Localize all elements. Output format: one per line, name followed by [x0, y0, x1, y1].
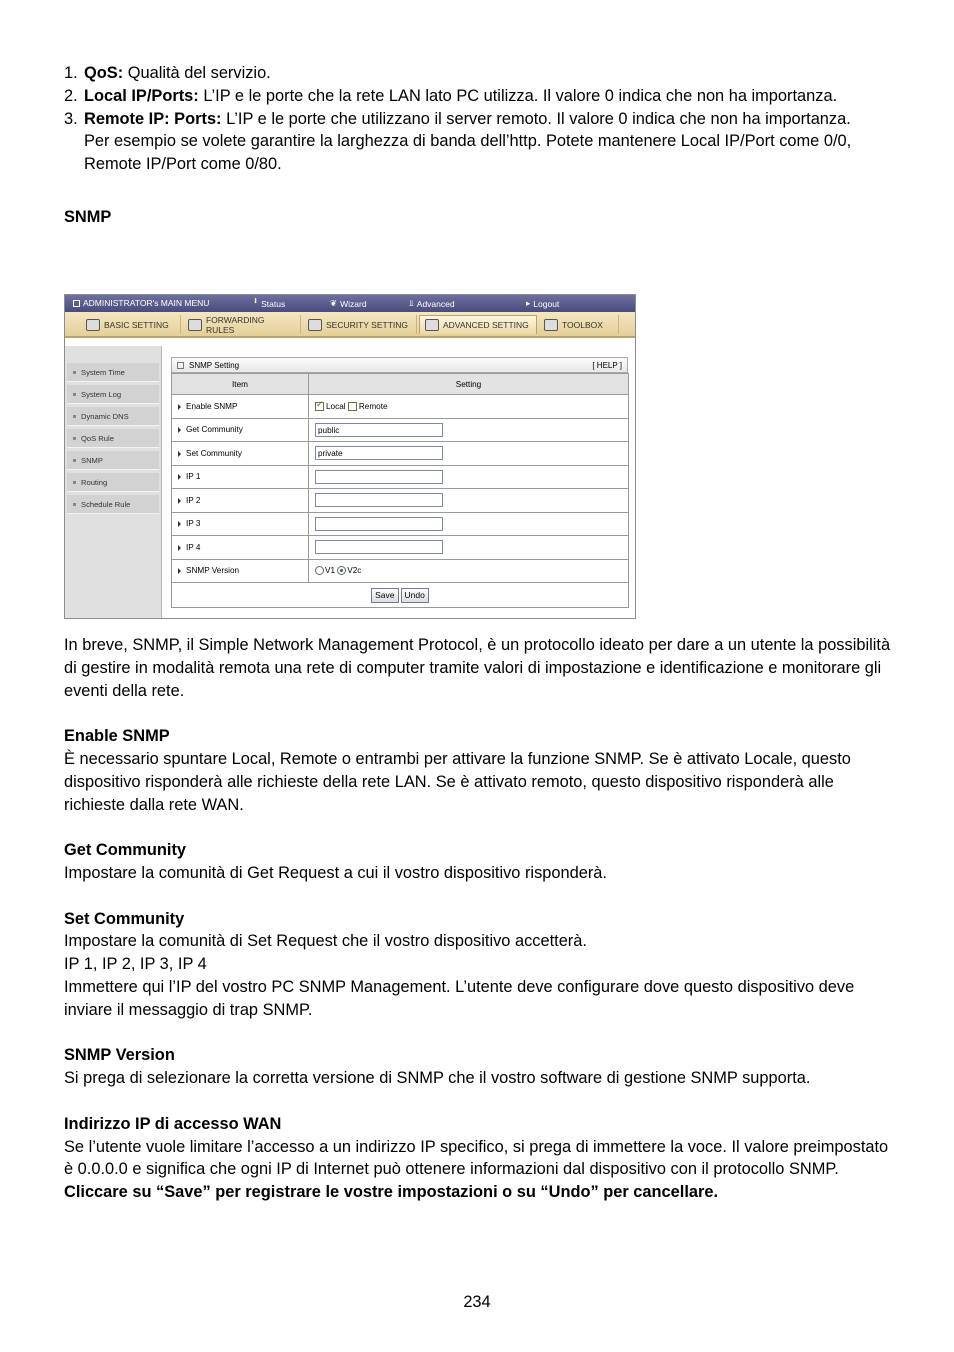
table-row: SNMP Version V1 V2c — [172, 559, 629, 583]
arrow-icon — [178, 545, 181, 551]
sidebar-item-dynamic-dns[interactable]: Dynamic DNS — [67, 407, 159, 426]
table-row — [172, 465, 629, 489]
tab-basic-setting[interactable]: BASIC SETTING — [81, 315, 181, 334]
bullet-icon — [73, 481, 76, 484]
bullet-icon — [73, 415, 76, 418]
page-number: 234 — [463, 1293, 491, 1311]
arrow-icon — [178, 474, 181, 480]
forwarding-icon — [188, 319, 202, 331]
logout-link[interactable]: ▸ Logout — [526, 298, 560, 309]
admin-menu[interactable]: ADMINISTRATOR's MAIN MENU — [73, 298, 209, 308]
heading-set-community: Set Community — [64, 909, 185, 928]
v2c-radio[interactable] — [337, 566, 346, 575]
section-title: SNMP — [64, 207, 112, 226]
advanced-icon: ⫫ — [409, 298, 414, 308]
row-label: IP 1 — [186, 472, 201, 482]
arrow-icon — [178, 568, 181, 574]
term: Remote IP: Ports: — [84, 109, 222, 128]
bullet-icon — [73, 437, 76, 440]
arrow-icon — [178, 427, 181, 433]
column-header-item: Item — [172, 374, 309, 395]
sidebar-item-system-log[interactable]: System Log — [67, 385, 159, 404]
row-label: IP 2 — [186, 495, 201, 505]
list-item: 2. Local IP/Ports: L’IP e le porte che la rete LAN lato PC utilizza. Il valore 0 indica che non ha importanza. — [64, 86, 838, 105]
sidebar-item-schedule-rule[interactable]: Schedule Rule — [67, 495, 159, 514]
panel-header — [171, 357, 628, 373]
row-label: IP 3 — [186, 519, 201, 529]
save-button[interactable]: Save — [371, 588, 398, 603]
ip4-input[interactable] — [315, 540, 443, 554]
bullet-icon — [73, 459, 76, 462]
heading-get-community: Get Community — [64, 841, 187, 860]
table-row — [172, 536, 629, 560]
logout-icon: ▸ — [526, 298, 531, 308]
paragraph: Immettere qui l’IP del vostro PC SNMP Management. L’utente deve configurare dove questo dispositivo deve inviare il messaggio di trap SNMP. — [64, 977, 855, 1019]
table-row — [172, 489, 629, 513]
term: Local IP/Ports: — [84, 86, 199, 105]
paragraph: IP 1, IP 2, IP 3, IP 4 — [64, 955, 207, 974]
example-text: Per esempio se volete garantire la larghezza di banda dell’http. Potete mantenere Local IP/Port come 0/0, Remote IP/Port come 0/80. — [84, 132, 852, 174]
security-icon — [308, 319, 322, 331]
advanced-setting-icon — [425, 319, 439, 331]
table-row — [172, 512, 629, 536]
ip1-input[interactable] — [315, 470, 443, 484]
v1-radio[interactable] — [315, 566, 324, 575]
tab-bar — [65, 312, 635, 338]
local-checkbox[interactable] — [315, 402, 324, 411]
field-list — [64, 62, 894, 176]
row-label: Get Community — [186, 425, 243, 435]
arrow-icon — [178, 404, 181, 410]
row-label: Set Community — [186, 448, 242, 458]
router-ui-screenshot — [64, 294, 636, 619]
square-icon — [73, 300, 80, 307]
paragraph: Impostare la comunità di Set Request che il vostro dispositivo accetterà. — [64, 932, 587, 951]
table-row — [172, 442, 629, 466]
status-link[interactable]: ╹ Status — [253, 298, 286, 309]
tab-security-setting[interactable]: SECURITY SETTING — [303, 315, 417, 334]
remote-checkbox[interactable] — [348, 402, 357, 411]
help-link[interactable]: [ HELP ] — [592, 360, 622, 370]
row-label: Enable SNMP — [186, 401, 238, 411]
paragraph: Si prega di selezionare la corretta versione di SNMP che il vostro software di gestione SNMP supporta. — [64, 1069, 811, 1088]
list-item: 1. QoS: Qualità del servizio. — [64, 64, 271, 82]
tab-advanced-setting[interactable]: ADVANCED SETTING — [419, 315, 537, 334]
advanced-link[interactable]: ⫫ Advanced — [409, 298, 455, 309]
intro-section — [64, 62, 894, 229]
row-label: IP 4 — [186, 542, 201, 552]
ip2-input[interactable] — [315, 493, 443, 507]
ip3-input[interactable] — [315, 517, 443, 531]
square-icon — [177, 362, 184, 369]
final-instruction: Cliccare su “Save” per registrare le vostre impostazioni o su “Undo” per cancellare. — [64, 1183, 719, 1202]
arrow-icon — [178, 451, 181, 457]
paragraph: Se l’utente vuole limitare l’accesso a un indirizzo IP specifico, si prega di immettere la voce. Il valore preimpostato è 0.0.0.0 e significa che ogni IP di Internet può ottenere informazioni dal dispositivo con il protocollo SNMP. — [64, 1137, 889, 1179]
term: QoS: — [84, 64, 124, 82]
arrow-icon — [178, 498, 181, 504]
arrow-icon — [178, 521, 181, 527]
basic-setting-icon — [86, 319, 100, 331]
column-header-setting: Setting — [309, 374, 629, 395]
paragraph: Impostare la comunità di Get Request a cui il vostro dispositivo risponderà. — [64, 863, 607, 882]
main-menu-bar — [65, 295, 635, 312]
undo-button[interactable]: Undo — [401, 588, 429, 603]
sidebar-item-qos-rule[interactable]: QoS Rule — [67, 429, 159, 448]
table-row: Enable SNMP ✓ Local Remote — [172, 395, 629, 419]
heading-enable-snmp: Enable SNMP — [64, 727, 170, 746]
bullet-icon — [73, 371, 76, 374]
bullet-icon — [73, 393, 76, 396]
wizard-link[interactable]: ❦ Wizard — [330, 298, 367, 309]
settings-table — [171, 373, 629, 608]
panel-title: SNMP Setting — [189, 360, 240, 370]
row-label: SNMP Version — [186, 566, 240, 576]
paragraph: È necessario spuntare Local, Remote o entrambi per attivare la funzione SNMP. Se è attivato Locale, questo dispositivo risponderà alle richieste della rete LAN. Se è attivato remoto, questo dispositivo risponderà alle richieste dalla rete WAN. — [64, 749, 851, 814]
button-row — [172, 583, 629, 608]
description-section — [64, 634, 894, 1204]
sidebar — [65, 346, 162, 618]
sidebar-item-snmp[interactable]: SNMP — [67, 451, 159, 470]
intro-paragraph: In breve, SNMP, il Simple Network Management Protocol, è un protocollo ideato per dare a un utente la possibilità di gestire in modalità remota una rete di computer tramite valori di impostazione e identificazione e monitorare gli eventi della rete. — [64, 636, 891, 700]
table-row — [172, 418, 629, 442]
snmp-setting-panel — [171, 357, 628, 608]
heading-wan-access: Indirizzo IP di accesso WAN — [64, 1114, 282, 1133]
sidebar-item-routing[interactable]: Routing — [67, 473, 159, 492]
tab-toolbox[interactable]: TOOLBOX — [539, 315, 619, 334]
set-community-input[interactable]: private — [315, 446, 443, 460]
get-community-input[interactable]: public — [315, 423, 443, 437]
toolbox-icon — [544, 319, 558, 331]
bullet-icon — [73, 503, 76, 506]
tab-forwarding-rules[interactable]: FORWARDING RULES — [183, 315, 301, 334]
sidebar-item-system-time[interactable]: System Time — [67, 363, 159, 382]
wizard-icon: ❦ — [330, 298, 338, 308]
heading-snmp-version: SNMP Version — [64, 1046, 175, 1065]
status-icon: ╹ — [253, 298, 259, 308]
list-item: 3. Remote IP: Ports: L’IP e le porte che utilizzano il server remoto. Il valore 0 indica che non ha importanza. Per esempio se volete garantire la larghezza di banda dell’http. Potete mantenere Local IP/Port come 0/0, Remote IP/Port come 0/80. — [64, 109, 852, 174]
